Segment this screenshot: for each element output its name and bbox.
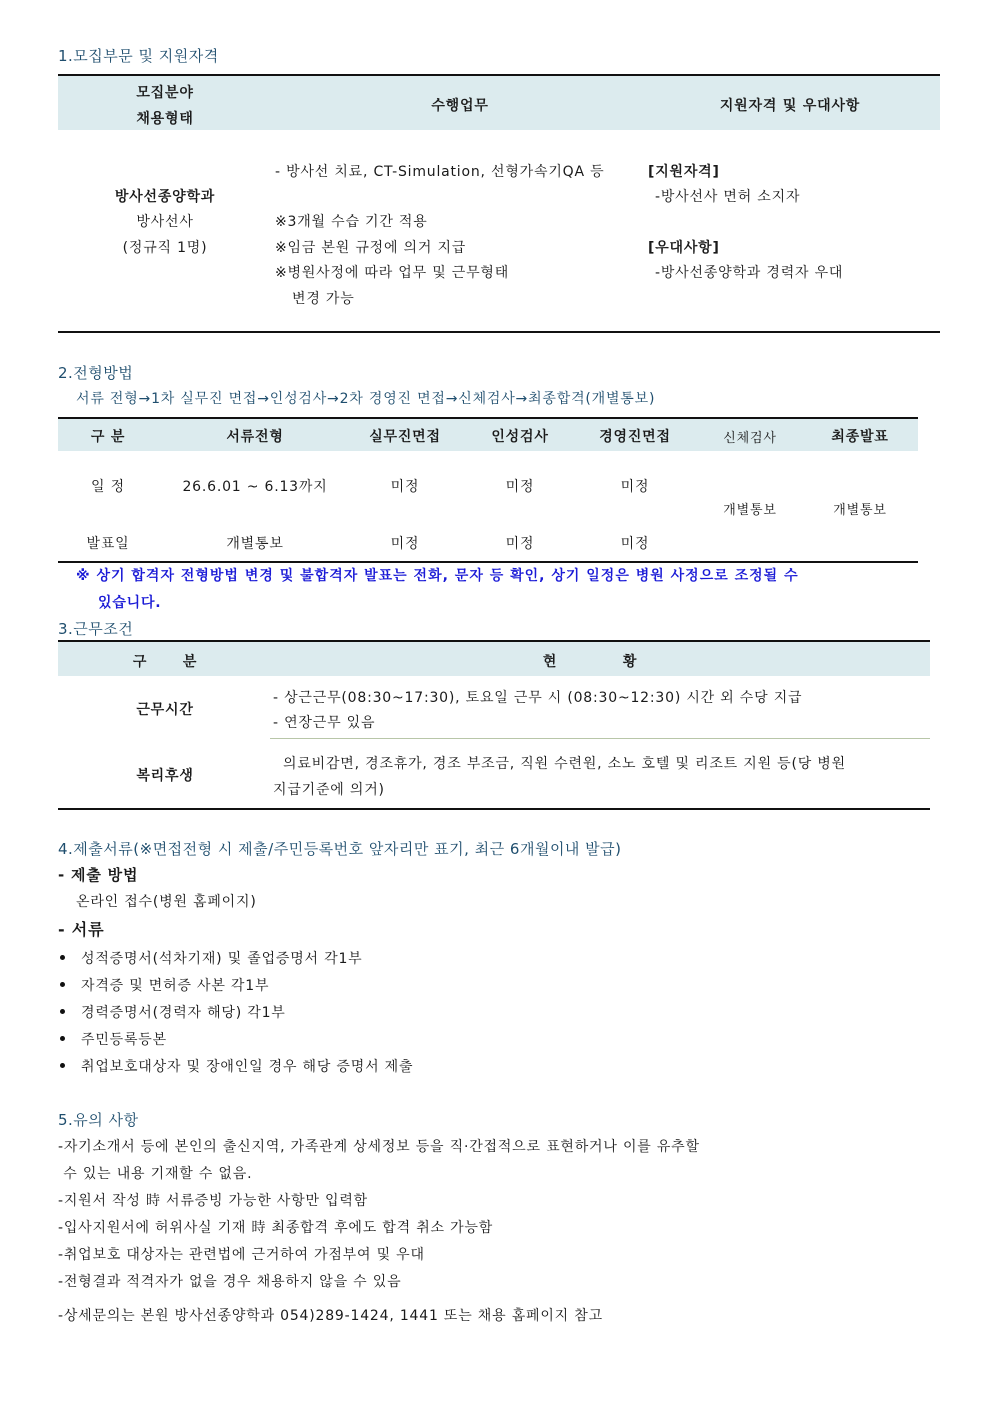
duty-line: ※3개월 수습 기간 적용: [275, 214, 428, 230]
employment-type: (정규직 1명): [122, 240, 208, 256]
document-item: [60, 948, 363, 968]
header-qualifications: 지원자격 및 우대사항: [719, 98, 861, 114]
header-field: 모집분야: [136, 85, 194, 101]
row-announce-label: 발표일: [86, 536, 130, 552]
duty-line: ※임금 본원 규정에 의거 지급: [275, 240, 467, 256]
table1-bottom-rule: [58, 331, 940, 333]
role-name: 방사선사: [136, 214, 194, 230]
selection-notice: ※ 상기 합격자 전형방법 변경 및 불합격자 발표는 전화, 문자 등 확인, 상기 일정은 병원 사정으로 조정될 수: [76, 568, 799, 584]
selection-notice-cont: 있습니다.: [98, 595, 162, 611]
document-item: [60, 1029, 167, 1049]
document-item-text: 취업보호대상자 및 장애인일 경우 해당 증명서 제출: [81, 1059, 414, 1075]
th-document-screening: 서류전형: [226, 429, 284, 445]
th-status: 현 황: [542, 654, 638, 670]
notice-line: 수 있는 내용 기재할 수 없음.: [58, 1166, 253, 1182]
row-schedule-label: 일 정: [91, 479, 125, 495]
cell-announce: 개별통보: [226, 536, 284, 552]
cell-final-notice: 개별통보: [833, 503, 887, 518]
work-hours-label: 근무시간: [136, 702, 194, 718]
dept-name: 방사선종양학과: [114, 189, 216, 205]
cell-schedule: 미정: [620, 479, 650, 495]
document-item: [60, 1056, 413, 1076]
duty-line: 변경 가능: [292, 291, 355, 307]
th-staff-interview: 실무진면접: [369, 429, 441, 445]
preference-title: [우대사항]: [648, 240, 720, 256]
document-item-text: 주민등록등본: [81, 1032, 167, 1048]
document-item-text: 성적증명서(석차기재) 및 졸업증명서 각1부: [81, 951, 363, 967]
header-employment-type: 채용형태: [136, 111, 194, 127]
document-item: [60, 1002, 286, 1022]
preference-text: -방사선종양학과 경력자 우대: [655, 265, 844, 281]
qualification-title: [지원자격]: [648, 164, 720, 180]
bullet-icon: [60, 982, 65, 987]
section1-title: 1.모집부문 및 지원자격: [58, 47, 219, 65]
bullet-icon: [60, 1063, 65, 1068]
section4-title: 4.제출서류(※면접전형 시 제출/주민등록번호 앞자리만 표기, 최근 6개월이내 발급): [58, 840, 622, 858]
document-item-text: 자격증 및 면허증 사본 각1부: [81, 978, 270, 994]
document-item: [60, 975, 269, 995]
bullet-icon: [60, 1009, 65, 1014]
documents-title: - 서류: [58, 920, 105, 939]
th-executive-interview: 경영진면접: [599, 429, 671, 445]
work-hours-line: - 연장근무 있음: [273, 715, 376, 731]
cell-announce: 미정: [505, 536, 535, 552]
table3-row-divider: [270, 738, 930, 739]
table3-bottom-rule: [58, 808, 930, 810]
document-item-text: 경력증명서(경력자 해당) 각1부: [81, 1005, 286, 1021]
notice-line: -취업보호 대상자는 관련법에 근거하여 가점부여 및 우대: [58, 1247, 425, 1263]
cell-schedule: 미정: [505, 479, 535, 495]
cell-physical-exam-notice: 개별통보: [723, 503, 777, 518]
notice-line: -입사지원서에 허위사실 기재 時 최종합격 후에도 합격 취소 가능함: [58, 1220, 494, 1236]
cell-announce: 미정: [620, 536, 650, 552]
th-physical-exam: 신체검사: [723, 431, 777, 446]
section3-title: 3.근무조건: [58, 620, 134, 638]
th-category: 구 분: [132, 654, 198, 670]
section2-title: 2.전형방법: [58, 364, 134, 382]
submission-method: 온라인 접수(병원 홈페이지): [76, 894, 257, 910]
bullet-icon: [60, 1036, 65, 1041]
cell-schedule: 26.6.01 ~ 6.13까지: [182, 479, 328, 495]
bullet-icon: [60, 955, 65, 960]
section5-title: 5.유의 사항: [58, 1111, 139, 1129]
duty-line: ※병원사정에 따라 업무 및 근무형태: [275, 265, 510, 281]
th-category: 구 분: [90, 429, 126, 445]
table2-bottom-rule: [58, 561, 918, 563]
qualification-text: -방사선사 면허 소지자: [655, 189, 801, 205]
notice-line: -전형결과 적격자가 없을 경우 채용하지 않을 수 있음: [58, 1274, 402, 1290]
notice-line: -지원서 작성 時 서류증빙 가능한 사항만 입력함: [58, 1193, 368, 1209]
duty-line: - 방사선 치료, CT-Simulation, 선형가속기QA 등: [275, 164, 605, 180]
th-final-announcement: 최종발표: [831, 429, 889, 445]
cell-announce: 미정: [390, 536, 420, 552]
th-personality-test: 인성검사: [491, 429, 549, 445]
benefits-line: 지급기준에 의거): [273, 782, 385, 798]
header-duties: 수행업무: [431, 98, 489, 114]
benefits-label: 복리후생: [136, 768, 194, 784]
submission-method-title: - 제출 방법: [58, 866, 139, 884]
selection-flow: 서류 전형→1차 실무진 면접→인성검사→2차 경영진 면접→신체검사→최종합격(개별통보): [76, 391, 656, 407]
contact-line: -상세문의는 본원 방사선종양학과 054)289-1424, 1441 또는 채용 홈페이지 참고: [58, 1308, 603, 1324]
benefits-line: 의료비감면, 경조휴가, 경조 부조금, 직원 수련원, 소노 호텔 및 리조트 지원 등(당 병원: [283, 756, 846, 772]
notice-line: -자기소개서 등에 본인의 출신지역, 가족관계 상세정보 등을 직·간접적으로 표현하거나 이를 유추할: [58, 1139, 700, 1155]
cell-schedule: 미정: [390, 479, 420, 495]
work-hours-line: - 상근근무(08:30~17:30), 토요일 근무 시 (08:30~12:30) 시간 외 수당 지급: [273, 690, 803, 706]
